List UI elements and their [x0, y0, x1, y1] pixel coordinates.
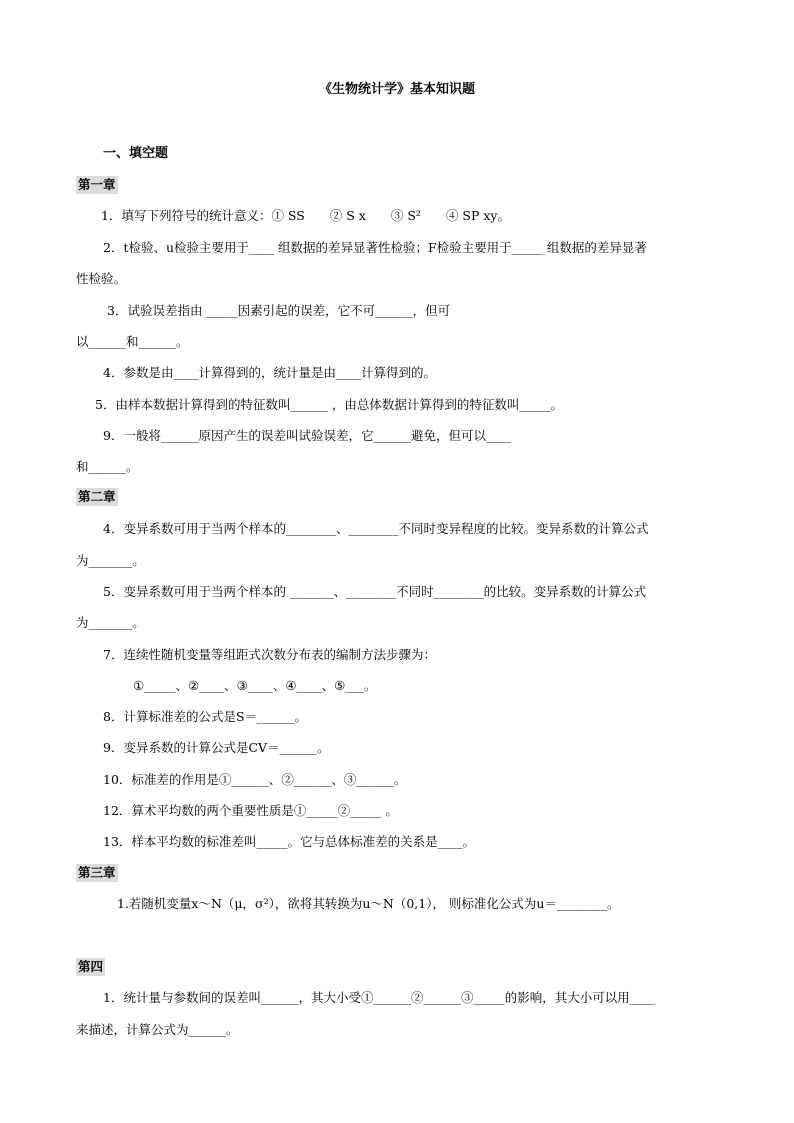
question-line: 和______。: [76, 459, 139, 474]
question-line: 4．参数是由____计算得到的，统计量是由____计算得到的。: [103, 365, 436, 380]
question-line: 5．变异系数可用于当两个样本的 _______、________不同时________的比较。变异系数的计算公式: [103, 584, 647, 599]
document-title: 《生物统计学》基本知识题: [319, 82, 476, 97]
question-line: 2．t检验、u检验主要用于____ 组数据的差异显著性检验；F检验主要用于_____ 组数据的差异显著: [103, 240, 647, 255]
question-line: 12．算术平均数的两个重要性质是①_____②_____ 。: [103, 803, 398, 818]
question-line: 8．计算标准差的公式是S＝______。: [103, 709, 308, 724]
question-line: 为_______。: [76, 615, 145, 630]
question-line: 7．连续性随机变量等组距式次数分布表的编制方法步骤为：: [103, 647, 436, 662]
question-line: 为_______。: [76, 553, 145, 568]
question-line: 10．标准差的作用是①______、②______、③______。: [103, 772, 407, 787]
question-line: 9．一般将______原因产生的误差叫试验误差，它______避免，但可以____: [103, 428, 511, 443]
question-line: ①_____、②____、③____、④____、⑤___。: [133, 678, 377, 693]
question-line: 以______和______。: [76, 334, 189, 349]
section-heading: 一、填空题: [103, 146, 169, 161]
question-line: 13．样本平均数的标准差叫_____。它与总体标准差的关系是____。: [103, 834, 476, 849]
chapter-heading: 第三章: [78, 865, 116, 880]
question-line: 性检验。: [76, 271, 127, 286]
question-line: 5．由样本数据计算得到的特征数叫______ ，由总体数据计算得到的特征数叫_____。: [95, 397, 564, 412]
question-line: 1．统计量与参数间的误差叫______，其大小受①______②______③_____的影响，其大小可以用____: [103, 990, 655, 1005]
question-line: 3．试验误差指由 _____因素引起的误差，它不可______，但可: [107, 303, 451, 318]
question-line: 来描述，计算公式为______。: [76, 1022, 239, 1037]
question-line: 1.若随机变量x～N（μ，σ²），欲将其转换为u～N（0,1）， 则标准化公式为u＝________。: [117, 896, 620, 911]
chapter-heading: 第二章: [78, 489, 116, 504]
chapter-heading: 第一章: [78, 177, 116, 192]
question-line: 1．填写下列符号的统计意义：① SS ② S x ③ S² ④ SP xy。: [101, 208, 510, 223]
chapter-heading: 第四: [78, 959, 104, 974]
question-line: 4．变异系数可用于当两个样本的________、________不同时变异程度的比较。变异系数的计算公式: [103, 521, 649, 536]
question-line: 9．变异系数的计算公式是CV＝______。: [103, 740, 330, 755]
